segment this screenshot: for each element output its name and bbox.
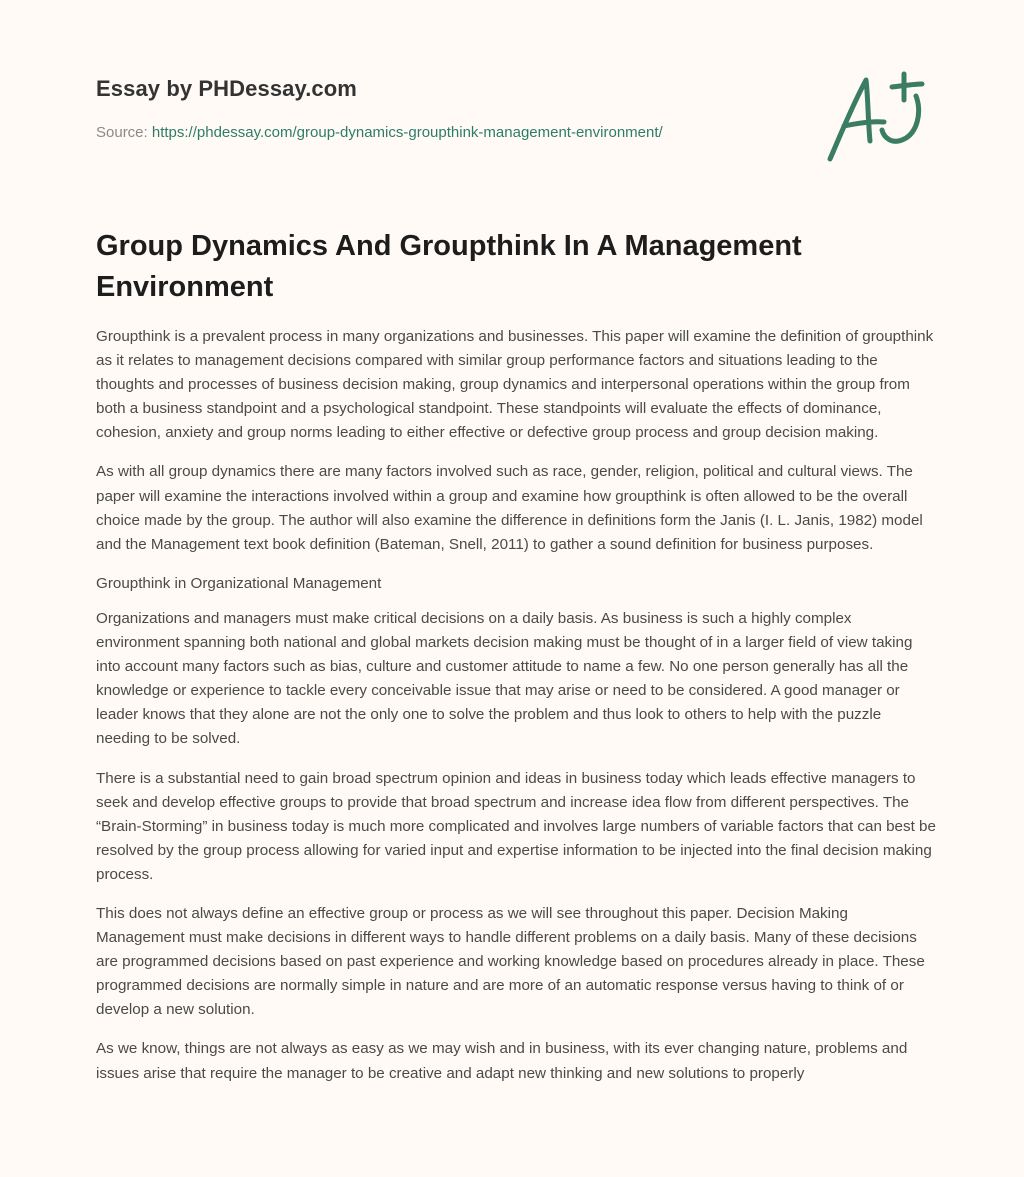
a-plus-grade-icon	[822, 66, 932, 166]
source-line	[96, 124, 663, 141]
paragraph: There is a substantial need to gain broad spectrum opinion and ideas in business today which leads effective managers to seek and develop effective groups to provide that broad spectrum and increase idea flow from different perspectives. The “Brain-Storming” in business today is much more complicated and involves large numbers of variable factors that can best be resolved by the group process allowing for varied input and expertise information to be injected into the final decision making process.	[96, 769, 936, 883]
source-link[interactable]: https://phdessay.com/group-dynamics-groupthink-management-environment/	[151, 124, 663, 141]
paragraph: As we know, things are not always as easy as we may wish and in business, with its ever changing nature, problems and issues arise that require the manager to be creative and adapt new thinking and new solutions to properly	[96, 1040, 908, 1082]
article-body	[96, 325, 936, 1101]
page-header	[96, 0, 936, 180]
section-subheading: Groupthink in Organizational Management	[96, 574, 382, 592]
source-label: Source:	[96, 124, 152, 141]
brand-title: Essay by PHDessay.com	[96, 76, 357, 101]
paragraph: As with all group dynamics there are many factors involved such as race, gender, religion, political and cultural views. The paper will examine the interactions involved within a group and examine how groupthink is often allowed to be the overall choice made by the group. The author will also examine the difference in definitions form the Janis (I. L. Janis, 1982) model and the Management text book definition (Bateman, Snell, 2011) to gather a sound definition for business purposes.	[96, 463, 923, 553]
paragraph: Groupthink is a prevalent process in many organizations and businesses. This paper will examine the definition of groupthink as it relates to management decisions compared with similar group performance factors and situations leading to the thoughts and processes of business decision making, group dynamics and interpersonal operations within the group from both a business standpoint and a psychological standpoint. These standpoints will evaluate the effects of dominance, cohesion, anxiety and group norms leading to either effective or defective group process and group decision making.	[96, 328, 934, 442]
paragraph: This does not always define an effective group or process as we will see throughout this paper. Decision Making Management must make decisions in different ways to handle different problems on a daily basis. Many of these decisions are programmed decisions based on past experience and working knowledge based on procedures already in place. These programmed decisions are normally simple in nature and are more of an automatic response versus having to think of or develop a new solution.	[96, 904, 925, 1019]
article-title: Group Dynamics And Groupthink In A Management Environment	[96, 230, 802, 303]
paragraph: Organizations and managers must make critical decisions on a daily basis. As business is such a highly complex environment spanning both national and global markets decision making must be thought of in a larger field of view taking into account many factors such as bias, culture and customer attitude to name a few. No one person generally has all the knowledge or experience to tackle every conceivable issue that may arise or need to be considered. A good manager or leader knows that they alone are not the only one to solve the problem and thus look to others to help with the puzzle needing to be solved.	[96, 609, 913, 748]
